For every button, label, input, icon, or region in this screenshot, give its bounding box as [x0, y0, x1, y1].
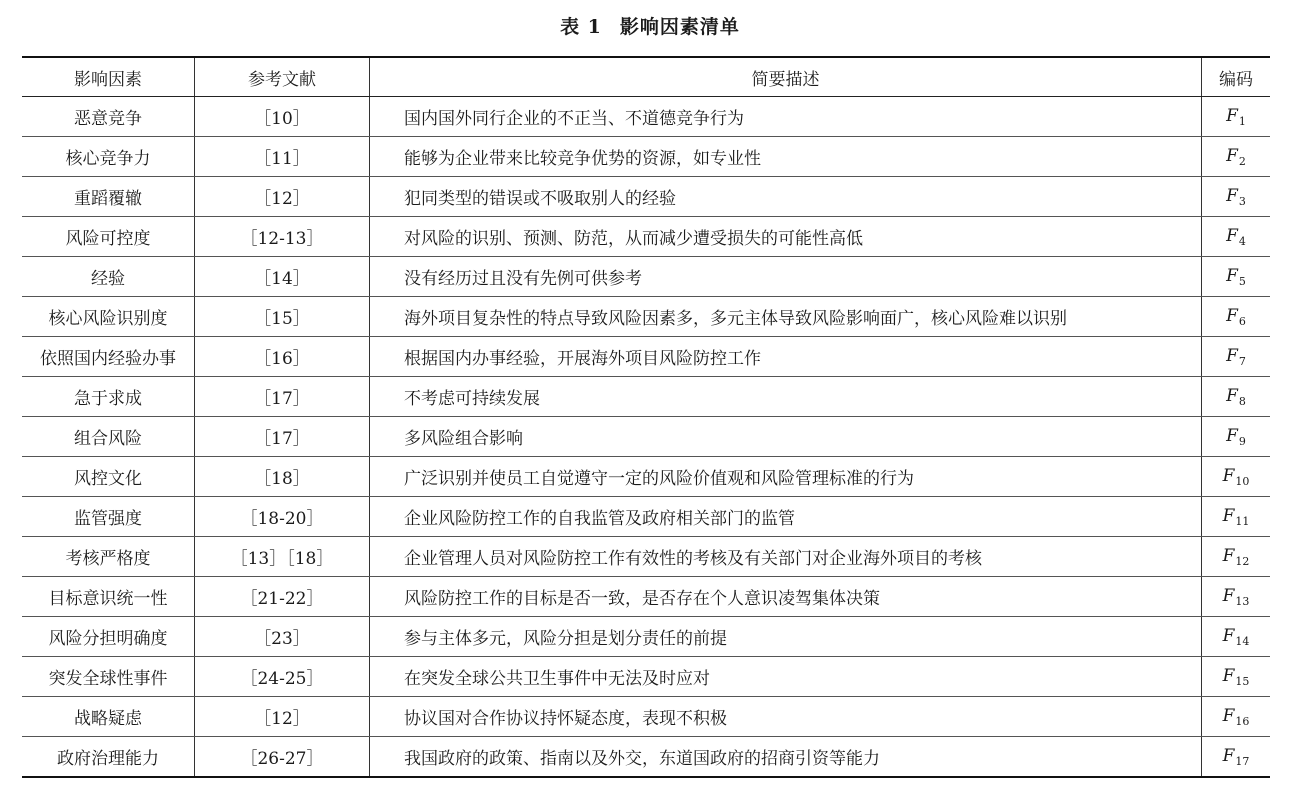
- table-caption: [0, 12, 1300, 39]
- table-row: [22, 217, 1270, 257]
- factor-cell: 风控文化: [22, 457, 195, 497]
- description-cell: 能够为企业带来比较竞争优势的资源，如专业性: [370, 137, 1202, 177]
- code-subscript: 17: [1235, 754, 1250, 768]
- code-subscript: 1: [1238, 114, 1246, 128]
- factor-cell: 恶意竞争: [22, 97, 195, 137]
- code-letter: F: [1226, 185, 1238, 206]
- description-cell: 不考虑可持续发展: [370, 377, 1202, 417]
- code-letter: F: [1222, 465, 1235, 486]
- code-letter: F: [1226, 305, 1238, 326]
- reference-cell: ［12-13］: [195, 217, 370, 257]
- reference-cell: ［24-25］: [195, 657, 370, 697]
- reference-cell: ［26-27］: [195, 737, 370, 778]
- code-cell: [1202, 537, 1271, 577]
- factor-cell: 政府治理能力: [22, 737, 195, 778]
- table-row: [22, 497, 1270, 537]
- table-row: [22, 537, 1270, 577]
- table-row: [22, 177, 1270, 217]
- code-cell: [1202, 337, 1271, 377]
- code-letter: F: [1226, 385, 1238, 406]
- code-subscript: 5: [1238, 274, 1246, 288]
- code-cell: [1202, 497, 1271, 537]
- code-cell: [1202, 697, 1271, 737]
- reference-cell: ［11］: [195, 137, 370, 177]
- factor-cell: 战略疑虑: [22, 697, 195, 737]
- description-cell: 在突发全球公共卫生事件中无法及时应对: [370, 657, 1202, 697]
- description-cell: 我国政府的政策、指南以及外交，东道国政府的招商引资等能力: [370, 737, 1202, 778]
- reference-cell: ［12］: [195, 697, 370, 737]
- code-cell: [1202, 417, 1271, 457]
- code-subscript: 7: [1238, 354, 1246, 368]
- code-cell: [1202, 737, 1271, 778]
- code-cell: [1202, 577, 1271, 617]
- code-cell: [1202, 177, 1271, 217]
- code-letter: F: [1226, 145, 1238, 166]
- factor-cell: 考核严格度: [22, 537, 195, 577]
- code-subscript: 3: [1238, 194, 1246, 208]
- table-row: [22, 377, 1270, 417]
- code-letter: F: [1226, 345, 1238, 366]
- code-cell: [1202, 297, 1271, 337]
- header-description: 简要描述: [370, 57, 1202, 97]
- reference-cell: ［17］: [195, 377, 370, 417]
- reference-cell: ［17］: [195, 417, 370, 457]
- influence-factors-table: [22, 56, 1270, 778]
- description-cell: 多风险组合影响: [370, 417, 1202, 457]
- description-cell: 国内国外同行企业的不正当、不道德竞争行为: [370, 97, 1202, 137]
- reference-cell: ［16］: [195, 337, 370, 377]
- code-subscript: 4: [1238, 234, 1246, 248]
- code-subscript: 13: [1235, 594, 1250, 608]
- factor-cell: 依照国内经验办事: [22, 337, 195, 377]
- reference-cell: ［14］: [195, 257, 370, 297]
- description-cell: 犯同类型的错误或不吸取别人的经验: [370, 177, 1202, 217]
- code-cell: [1202, 257, 1271, 297]
- factor-cell: 重蹈覆辙: [22, 177, 195, 217]
- factor-cell: 经验: [22, 257, 195, 297]
- table-title: 影响因素清单: [619, 16, 740, 38]
- description-cell: 企业管理人员对风险防控工作有效性的考核及有关部门对企业海外项目的考核: [370, 537, 1202, 577]
- table-row: [22, 457, 1270, 497]
- table-row: [22, 617, 1270, 657]
- table-body: [22, 97, 1270, 778]
- description-cell: 企业风险防控工作的自我监管及政府相关部门的监管: [370, 497, 1202, 537]
- code-cell: [1202, 137, 1271, 177]
- factor-cell: 核心风险识别度: [22, 297, 195, 337]
- factor-cell: 急于求成: [22, 377, 195, 417]
- table-row: [22, 97, 1270, 137]
- table-number: 表 1: [560, 16, 602, 38]
- header-reference: 参考文献: [195, 57, 370, 97]
- header-factor: 影响因素: [22, 57, 195, 97]
- reference-cell: ［13］［18］: [195, 537, 370, 577]
- factor-cell: 目标意识统一性: [22, 577, 195, 617]
- code-subscript: 11: [1235, 514, 1250, 528]
- reference-cell: ［15］: [195, 297, 370, 337]
- code-subscript: 16: [1235, 714, 1250, 728]
- code-letter: F: [1226, 425, 1238, 446]
- code-subscript: 10: [1235, 474, 1250, 488]
- table-row: [22, 697, 1270, 737]
- factor-cell: 监管强度: [22, 497, 195, 537]
- table-row: [22, 297, 1270, 337]
- description-cell: 协议国对合作协议持怀疑态度，表现不积极: [370, 697, 1202, 737]
- reference-cell: ［18］: [195, 457, 370, 497]
- factor-cell: 突发全球性事件: [22, 657, 195, 697]
- code-cell: [1202, 457, 1271, 497]
- description-cell: 对风险的识别、预测、防范，从而减少遭受损失的可能性高低: [370, 217, 1202, 257]
- code-subscript: 6: [1238, 314, 1246, 328]
- code-letter: F: [1222, 625, 1235, 646]
- table-row: [22, 737, 1270, 778]
- table-row: [22, 137, 1270, 177]
- reference-cell: ［10］: [195, 97, 370, 137]
- factor-cell: 核心竞争力: [22, 137, 195, 177]
- description-cell: 广泛识别并使员工自觉遵守一定的风险价值观和风险管理标准的行为: [370, 457, 1202, 497]
- code-subscript: 12: [1235, 554, 1250, 568]
- code-letter: F: [1226, 225, 1238, 246]
- code-letter: F: [1222, 505, 1235, 526]
- description-cell: 海外项目复杂性的特点导致风险因素多，多元主体导致风险影响面广，核心风险难以识别: [370, 297, 1202, 337]
- code-letter: F: [1222, 585, 1235, 606]
- code-cell: [1202, 377, 1271, 417]
- code-cell: [1202, 217, 1271, 257]
- description-cell: 根据国内办事经验，开展海外项目风险防控工作: [370, 337, 1202, 377]
- code-cell: [1202, 97, 1271, 137]
- reference-cell: ［18-20］: [195, 497, 370, 537]
- code-cell: [1202, 657, 1271, 697]
- header-code: 编码: [1202, 57, 1271, 97]
- code-letter: F: [1222, 745, 1235, 766]
- code-subscript: 9: [1238, 434, 1246, 448]
- description-cell: 风险防控工作的目标是否一致，是否存在个人意识凌驾集体决策: [370, 577, 1202, 617]
- code-subscript: 2: [1238, 154, 1246, 168]
- factor-cell: 风险可控度: [22, 217, 195, 257]
- reference-cell: ［21-22］: [195, 577, 370, 617]
- code-subscript: 8: [1238, 394, 1246, 408]
- description-cell: 参与主体多元，风险分担是划分责任的前提: [370, 617, 1202, 657]
- reference-cell: ［12］: [195, 177, 370, 217]
- description-cell: 没有经历过且没有先例可供参考: [370, 257, 1202, 297]
- factor-cell: 组合风险: [22, 417, 195, 457]
- table-row: [22, 417, 1270, 457]
- code-subscript: 14: [1235, 634, 1250, 648]
- table-header-row: [22, 57, 1270, 97]
- reference-cell: ［23］: [195, 617, 370, 657]
- table-row: [22, 337, 1270, 377]
- table-row: [22, 257, 1270, 297]
- code-letter: F: [1226, 105, 1238, 126]
- table-row: [22, 577, 1270, 617]
- code-letter: F: [1222, 665, 1235, 686]
- factor-cell: 风险分担明确度: [22, 617, 195, 657]
- code-letter: F: [1226, 265, 1238, 286]
- code-letter: F: [1222, 545, 1235, 566]
- table-row: [22, 657, 1270, 697]
- code-subscript: 15: [1235, 674, 1250, 688]
- code-letter: F: [1222, 705, 1235, 726]
- code-cell: [1202, 617, 1271, 657]
